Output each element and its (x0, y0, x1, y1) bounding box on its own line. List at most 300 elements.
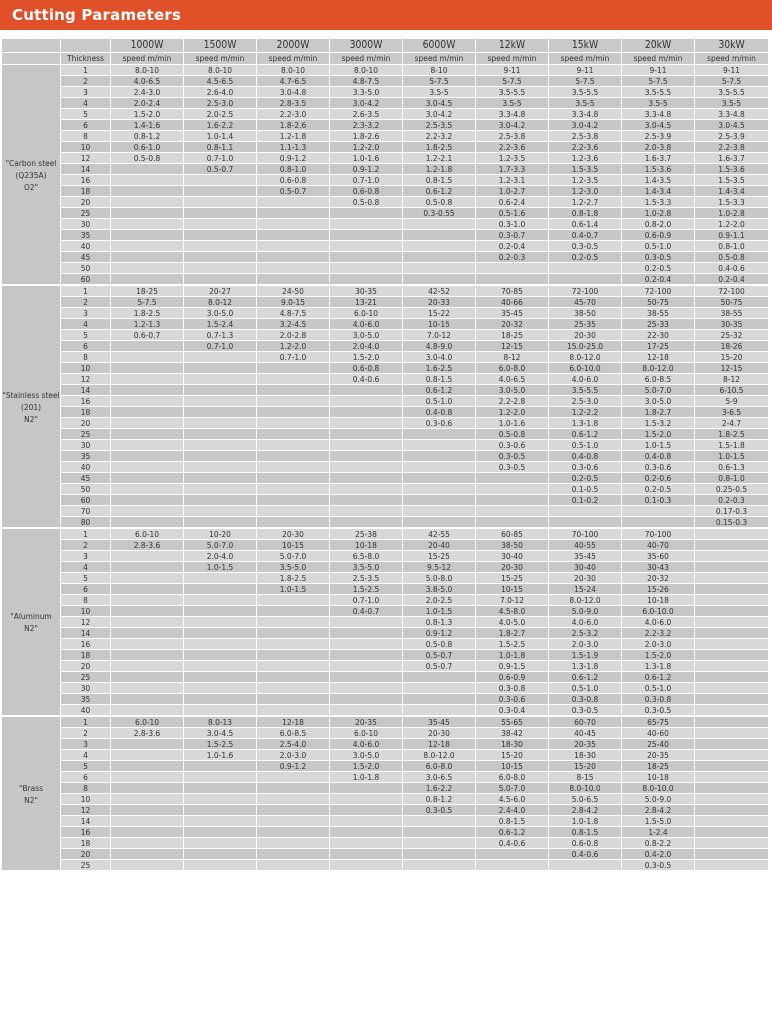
speed-cell: 6.0-8.0 (403, 761, 476, 772)
speed-cell (111, 562, 184, 573)
speed-cell: 0.4-0.7 (330, 606, 403, 617)
speed-cell: 12-18 (403, 739, 476, 750)
speed-cell: 55-65 (476, 716, 549, 728)
speed-cell: 0.5-1.0 (622, 683, 695, 694)
speed-cell: 0.3-0.5 (549, 705, 622, 717)
thickness-cell: 10 (61, 142, 111, 153)
speed-cell: 0.2-0.5 (549, 252, 622, 263)
speed-cell (695, 528, 769, 540)
speed-cell: 2.5-3.9 (695, 131, 769, 142)
speed-cell (695, 827, 769, 838)
speed-cell: 0.2-0.4 (476, 241, 549, 252)
thickness-cell: 20 (61, 418, 111, 429)
table-row (2, 65, 769, 76)
speed-cell (184, 186, 257, 197)
speed-cell: 0.4-0.8 (622, 451, 695, 462)
table-row (2, 153, 769, 164)
speed-cell: 30-43 (622, 562, 695, 573)
table-row (2, 639, 769, 650)
speed-cell (184, 816, 257, 827)
speed-cell (330, 805, 403, 816)
thickness-cell: 8 (61, 595, 111, 606)
speed-cell: 0.3-0.8 (549, 694, 622, 705)
unit-header: speed m/min (549, 53, 622, 65)
speed-cell: 0.4-0.7 (549, 230, 622, 241)
speed-cell: 2.8-4.2 (622, 805, 695, 816)
speed-cell: 30-35 (330, 285, 403, 297)
speed-cell (111, 495, 184, 506)
speed-cell: 70-100 (622, 528, 695, 540)
speed-cell: 4.0-6.0 (330, 739, 403, 750)
speed-cell (549, 263, 622, 274)
speed-cell: 2.2-3.6 (476, 142, 549, 153)
speed-cell: 25-33 (622, 319, 695, 330)
speed-cell: 0.2-0.6 (622, 473, 695, 484)
speed-cell (111, 617, 184, 628)
thickness-cell: 5 (61, 109, 111, 120)
material-label-line: O2" (23, 181, 39, 192)
speed-cell: 6.0-8.0 (476, 772, 549, 783)
speed-cell: 5-7.5 (403, 76, 476, 87)
speed-cell: 3.0-4.8 (257, 87, 330, 98)
thickness-header: Thickness (61, 53, 111, 65)
speed-cell: 0.4-2.0 (622, 849, 695, 860)
speed-cell: 5-7.5 (549, 76, 622, 87)
speed-cell (549, 517, 622, 529)
table-row (2, 219, 769, 230)
table-row (2, 628, 769, 639)
thickness-cell: 2 (61, 76, 111, 87)
speed-cell: 3.0-5.0 (330, 330, 403, 341)
speed-cell: 5.0-7.0 (622, 385, 695, 396)
speed-cell: 2.2-3.0 (257, 109, 330, 120)
speed-cell: 8-12 (695, 374, 769, 385)
speed-cell: 0.8-1.2 (111, 131, 184, 142)
speed-cell: 42-52 (403, 285, 476, 297)
speed-cell: 0.9-1.2 (403, 628, 476, 639)
material-label (2, 65, 61, 286)
thickness-cell: 12 (61, 153, 111, 164)
thickness-cell: 1 (61, 716, 111, 728)
speed-cell: 5.0-9.0 (549, 606, 622, 617)
speed-cell: 0.6-1.3 (695, 462, 769, 473)
speed-cell: 8.0-10.0 (622, 783, 695, 794)
speed-cell: 3.0-4.5 (695, 120, 769, 131)
speed-cell (330, 230, 403, 241)
speed-cell: 1.0-1.6 (184, 750, 257, 761)
speed-cell: 0.6-1.2 (549, 672, 622, 683)
speed-cell: 4.5-8.0 (476, 606, 549, 617)
thickness-cell: 45 (61, 473, 111, 484)
speed-cell (257, 230, 330, 241)
speed-cell: 10-20 (184, 528, 257, 540)
speed-cell: 6.0-8.0 (476, 363, 549, 374)
speed-cell (184, 230, 257, 241)
speed-cell (111, 761, 184, 772)
speed-cell: 0.8-1.3 (403, 617, 476, 628)
speed-cell: 20-35 (622, 750, 695, 761)
speed-cell: 10-15 (476, 584, 549, 595)
speed-cell: 5.0-8.0 (403, 573, 476, 584)
speed-cell (476, 860, 549, 871)
speed-cell: 15-24 (549, 584, 622, 595)
speed-cell (476, 473, 549, 484)
speed-cell (111, 418, 184, 429)
power-header: 6000W (403, 39, 476, 53)
table-row (2, 186, 769, 197)
speed-cell: 3.0-5.0 (622, 396, 695, 407)
speed-cell: 5.0-7.0 (476, 783, 549, 794)
speed-cell: 15-26 (622, 584, 695, 595)
speed-cell: 50-75 (622, 297, 695, 308)
speed-cell: 4.0-6.5 (476, 374, 549, 385)
header-blank (2, 53, 61, 65)
speed-cell (403, 484, 476, 495)
speed-cell (184, 628, 257, 639)
speed-cell: 7.0-12 (403, 330, 476, 341)
thickness-cell: 12 (61, 805, 111, 816)
speed-cell: 1.8-2.6 (257, 120, 330, 131)
speed-cell: 1.2-2.7 (549, 197, 622, 208)
speed-cell: 2.5-3.8 (476, 131, 549, 142)
speed-cell (111, 440, 184, 451)
speed-cell: 3.2-4.5 (257, 319, 330, 330)
table-row (2, 131, 769, 142)
speed-cell (330, 385, 403, 396)
header-blank (61, 39, 111, 53)
table-row (2, 783, 769, 794)
speed-cell: 72-100 (695, 285, 769, 297)
thickness-cell: 35 (61, 694, 111, 705)
speed-cell: 35-60 (622, 551, 695, 562)
speed-cell: 9-11 (695, 65, 769, 76)
speed-cell: 40-55 (549, 540, 622, 551)
speed-cell: 40-60 (622, 728, 695, 739)
speed-cell: 1.5-3.6 (622, 164, 695, 175)
thickness-cell: 40 (61, 462, 111, 473)
speed-cell (549, 506, 622, 517)
speed-cell: 0.2-0.5 (622, 484, 695, 495)
thickness-cell: 4 (61, 98, 111, 109)
speed-cell (330, 473, 403, 484)
speed-cell: 12-18 (622, 352, 695, 363)
table-row (2, 308, 769, 319)
speed-cell: 1.0-2.8 (695, 208, 769, 219)
speed-cell: 0.4-0.6 (330, 374, 403, 385)
table-row (2, 330, 769, 341)
speed-cell: 18-26 (695, 341, 769, 352)
speed-cell: 2.8-3.5 (257, 98, 330, 109)
speed-cell: 1.0-1.5 (403, 606, 476, 617)
table-row (2, 860, 769, 871)
speed-cell (257, 208, 330, 219)
speed-cell (695, 838, 769, 849)
speed-cell: 3.5-5.5 (695, 87, 769, 98)
thickness-cell: 6 (61, 584, 111, 595)
speed-cell: 2.0-3.8 (622, 142, 695, 153)
speed-cell: 2.0-4.0 (184, 551, 257, 562)
speed-cell: 5-9 (695, 396, 769, 407)
speed-cell (695, 750, 769, 761)
table-row (2, 252, 769, 263)
speed-cell (111, 661, 184, 672)
thickness-cell: 16 (61, 175, 111, 186)
power-header-row (2, 39, 769, 53)
power-header: 2000W (257, 39, 330, 53)
speed-cell: 1.1-1.3 (257, 142, 330, 153)
speed-cell (695, 573, 769, 584)
thickness-cell: 1 (61, 528, 111, 540)
table-row (2, 230, 769, 241)
speed-cell (184, 860, 257, 871)
speed-cell: 12-15 (476, 341, 549, 352)
speed-cell: 9.5-12 (403, 562, 476, 573)
speed-cell (257, 407, 330, 418)
thickness-cell: 10 (61, 363, 111, 374)
speed-cell: 1.3-1.8 (549, 661, 622, 672)
speed-cell: 4.5-6.5 (184, 76, 257, 87)
speed-cell (111, 164, 184, 175)
table-row (2, 661, 769, 672)
speed-cell (695, 772, 769, 783)
speed-cell: 20-32 (476, 319, 549, 330)
speed-cell: 35-45 (476, 308, 549, 319)
speed-cell (257, 363, 330, 374)
speed-cell (403, 462, 476, 473)
table-row (2, 551, 769, 562)
speed-cell: 2.0-2.5 (184, 109, 257, 120)
speed-cell: 0.5-0.8 (403, 639, 476, 650)
speed-cell (184, 462, 257, 473)
speed-cell: 1.6-2.2 (403, 783, 476, 794)
thickness-cell: 10 (61, 794, 111, 805)
speed-cell (476, 263, 549, 274)
speed-cell (257, 517, 330, 529)
thickness-cell: 60 (61, 274, 111, 286)
thickness-cell: 30 (61, 219, 111, 230)
table-row (2, 750, 769, 761)
speed-cell: 0.2-0.4 (695, 274, 769, 286)
speed-cell (695, 783, 769, 794)
thickness-cell: 10 (61, 606, 111, 617)
speed-cell (330, 827, 403, 838)
speed-cell: 2.5-3.0 (184, 98, 257, 109)
speed-cell (257, 683, 330, 694)
speed-cell: 1.5-3.6 (695, 164, 769, 175)
speed-cell: 0.6-1.4 (549, 219, 622, 230)
speed-cell: 1.5-2.5 (184, 739, 257, 750)
speed-cell (184, 650, 257, 661)
speed-cell: 5-7.5 (622, 76, 695, 87)
table-row (2, 827, 769, 838)
speed-cell: 60-85 (476, 528, 549, 540)
speed-cell: 3.0-4.5 (622, 120, 695, 131)
speed-cell: 0.4-0.6 (549, 849, 622, 860)
speed-cell: 8.0-13 (184, 716, 257, 728)
speed-cell (695, 694, 769, 705)
power-header: 20kW (622, 39, 695, 53)
speed-cell: 0.5-1.0 (549, 683, 622, 694)
thickness-cell: 4 (61, 319, 111, 330)
thickness-cell: 35 (61, 451, 111, 462)
speed-cell (330, 208, 403, 219)
table-row (2, 396, 769, 407)
speed-cell: 3-6.5 (695, 407, 769, 418)
speed-cell: 9-11 (476, 65, 549, 76)
speed-cell: 0.3-0.55 (403, 208, 476, 219)
speed-cell: 0.5-1.0 (549, 440, 622, 451)
thickness-cell: 25 (61, 429, 111, 440)
speed-cell: 3.8-5.0 (403, 584, 476, 595)
speed-cell: 70-100 (549, 528, 622, 540)
speed-cell: 0.5-0.8 (111, 153, 184, 164)
speed-cell: 38-50 (549, 308, 622, 319)
speed-cell: 8.0-10.0 (549, 783, 622, 794)
thickness-cell: 8 (61, 783, 111, 794)
speed-cell (257, 473, 330, 484)
speed-cell: 0.9-1.1 (695, 230, 769, 241)
speed-cell: 3.3-4.8 (476, 109, 549, 120)
speed-cell (111, 816, 184, 827)
speed-cell (403, 694, 476, 705)
speed-cell: 2.0-2.8 (257, 330, 330, 341)
speed-cell: 1.8-2.5 (111, 308, 184, 319)
speed-cell (111, 772, 184, 783)
speed-cell: 30-40 (476, 551, 549, 562)
speed-cell (695, 794, 769, 805)
thickness-cell: 16 (61, 827, 111, 838)
table-row (2, 805, 769, 816)
speed-cell (695, 683, 769, 694)
speed-cell: 0.9-1.5 (476, 661, 549, 672)
speed-cell: 6.0-10 (330, 308, 403, 319)
speed-cell (111, 694, 184, 705)
speed-cell: 0.5-1.0 (403, 396, 476, 407)
speed-cell: 0.2-0.3 (476, 252, 549, 263)
speed-cell (330, 672, 403, 683)
speed-cell: 35-45 (549, 551, 622, 562)
speed-cell (257, 860, 330, 871)
table-row (2, 440, 769, 451)
speed-cell: 4.8-7.5 (330, 76, 403, 87)
power-header: 12kW (476, 39, 549, 53)
speed-cell: 0.3-0.7 (476, 230, 549, 241)
speed-cell: 1.5-2.5 (476, 639, 549, 650)
table-row (2, 617, 769, 628)
speed-cell (257, 705, 330, 717)
speed-cell: 0.15-0.3 (695, 517, 769, 529)
speed-cell (695, 816, 769, 827)
speed-cell (622, 517, 695, 529)
speed-cell: 0.3-0.5 (403, 805, 476, 816)
speed-cell: 0.8-2.2 (622, 838, 695, 849)
speed-cell: 0.7-1.0 (184, 341, 257, 352)
speed-cell: 0.5-0.8 (476, 429, 549, 440)
speed-cell: 4.8-7.5 (257, 308, 330, 319)
speed-cell (257, 772, 330, 783)
thickness-cell: 5 (61, 761, 111, 772)
speed-cell: 18-25 (622, 761, 695, 772)
table-row (2, 197, 769, 208)
speed-cell: 0.6-0.8 (330, 363, 403, 374)
speed-cell: 1.8-2.6 (330, 131, 403, 142)
material-label-line: N2" (24, 413, 38, 424)
speed-cell: 1.8-2.5 (695, 429, 769, 440)
speed-cell (257, 484, 330, 495)
speed-cell: 0.5-1.0 (622, 241, 695, 252)
speed-cell (622, 506, 695, 517)
table-row (2, 164, 769, 175)
speed-cell: 2.8-3.6 (111, 728, 184, 739)
speed-cell (111, 252, 184, 263)
speed-cell: 0.8-1.5 (549, 827, 622, 838)
thickness-cell: 6 (61, 120, 111, 131)
speed-cell: 10-15 (403, 319, 476, 330)
speed-cell (184, 639, 257, 650)
table-row (2, 573, 769, 584)
speed-cell: 1.5-3.5 (549, 164, 622, 175)
speed-cell: 40-45 (549, 728, 622, 739)
speed-cell: 1.5-5.0 (622, 816, 695, 827)
speed-cell: 0.4-0.6 (476, 838, 549, 849)
speed-cell (184, 606, 257, 617)
speed-cell: 2-4.7 (695, 418, 769, 429)
speed-cell (184, 263, 257, 274)
speed-cell (184, 440, 257, 451)
speed-cell (695, 584, 769, 595)
speed-cell (111, 849, 184, 860)
speed-cell: 20-32 (622, 573, 695, 584)
speed-cell: 17-25 (622, 341, 695, 352)
table-row (2, 429, 769, 440)
speed-cell: 3.5-5.5 (549, 385, 622, 396)
table-row (2, 241, 769, 252)
speed-cell (184, 794, 257, 805)
speed-cell: 1.0-1.4 (184, 131, 257, 142)
speed-cell: 20-35 (549, 739, 622, 750)
speed-cell (403, 506, 476, 517)
speed-cell: 0.6-1.2 (403, 385, 476, 396)
speed-cell (111, 860, 184, 871)
speed-cell (184, 252, 257, 263)
speed-cell: 20-35 (330, 716, 403, 728)
speed-cell: 8-10 (403, 65, 476, 76)
speed-cell (111, 473, 184, 484)
thickness-cell: 18 (61, 186, 111, 197)
speed-cell: 2.0-2.4 (111, 98, 184, 109)
speed-cell: 2.8-3.6 (111, 540, 184, 551)
speed-cell: 8.0-10 (111, 65, 184, 76)
table-row (2, 694, 769, 705)
speed-cell: 2.8-4.2 (549, 805, 622, 816)
speed-cell: 22-30 (622, 330, 695, 341)
speed-cell: 12-18 (257, 716, 330, 728)
speed-cell (330, 783, 403, 794)
cutting-parameters-table (1, 38, 769, 871)
speed-cell: 8-15 (549, 772, 622, 783)
speed-cell: 25-38 (330, 528, 403, 540)
speed-cell: 1.5-1.9 (549, 650, 622, 661)
speed-cell: 1.4-3.4 (622, 186, 695, 197)
speed-cell (403, 252, 476, 263)
page-title: Cutting Parameters (0, 0, 772, 30)
thickness-cell: 5 (61, 330, 111, 341)
speed-cell: 30-40 (549, 562, 622, 573)
speed-cell: 1.5-2.4 (184, 319, 257, 330)
speed-cell (111, 241, 184, 252)
speed-cell: 3.0-4.2 (403, 109, 476, 120)
speed-cell: 1.2-2.0 (476, 407, 549, 418)
